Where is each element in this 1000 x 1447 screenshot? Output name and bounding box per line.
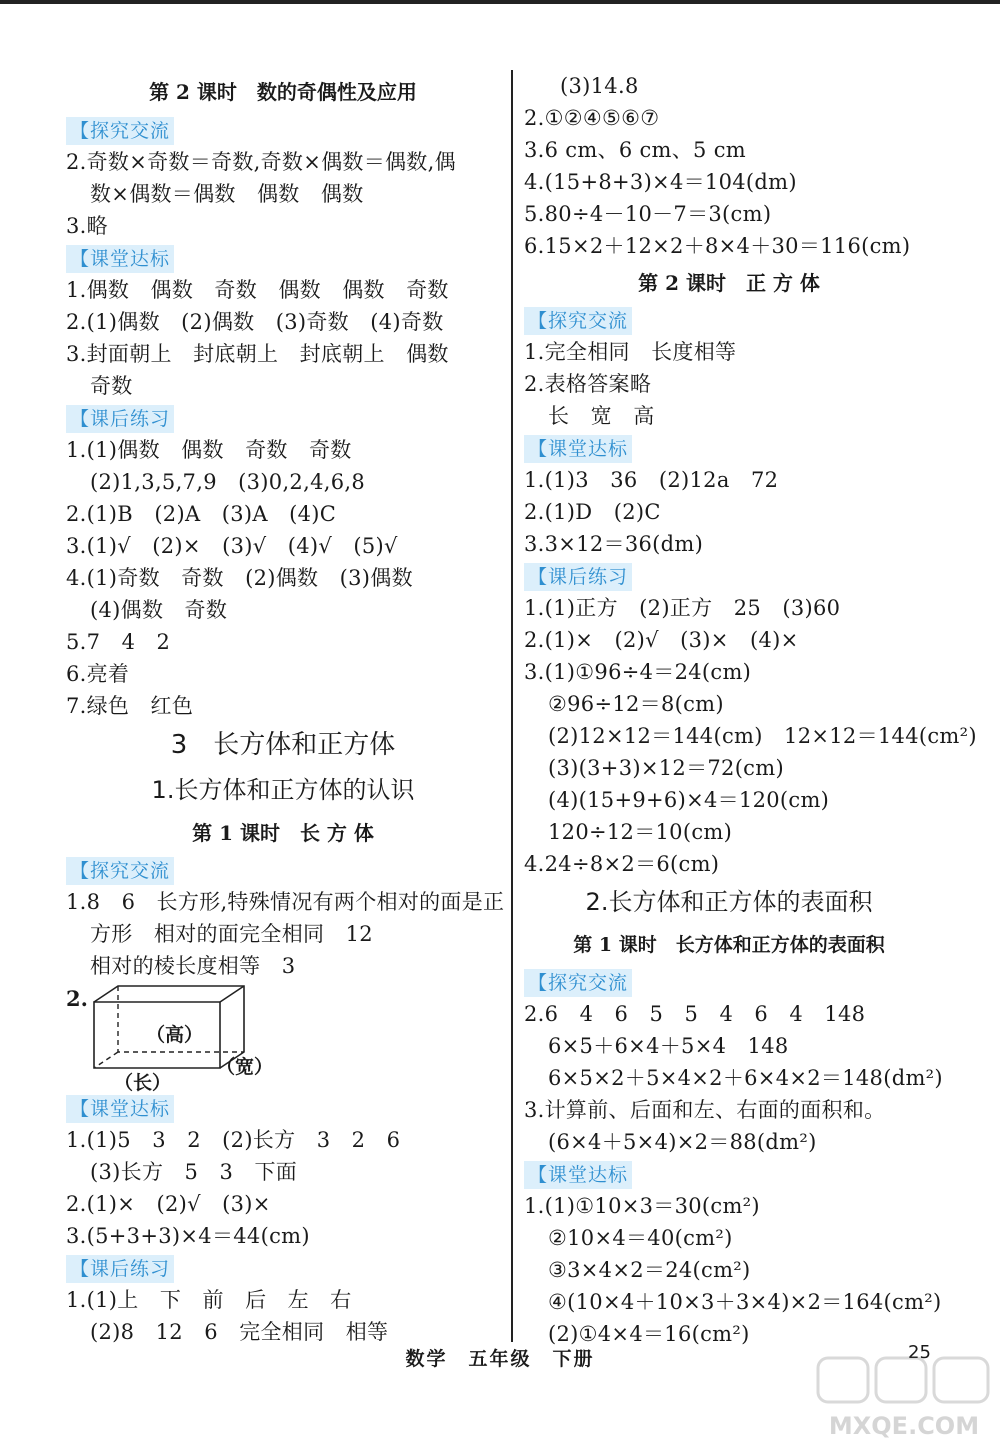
section-tag-explore: 【探究交流 — [66, 857, 174, 885]
svg-text:MXQE.COM: MXQE.COM — [828, 1412, 980, 1440]
answer-line: 1.(1)①10×3＝30(cm²) — [524, 1194, 760, 1218]
lesson-title: 第 2 课时 数的奇偶性及应用 — [149, 80, 417, 104]
lesson-title: 第 1 课时 长方体和正方体的表面积 — [573, 934, 885, 956]
section-tag-explore: 【探究交流 — [524, 969, 632, 997]
answer-line: 数×偶数＝偶数 偶数 偶数 — [90, 182, 364, 206]
answer-line: 1.(1)偶数 偶数 奇数 奇数 — [66, 438, 352, 462]
section-tag-class: 【课堂达标 — [524, 435, 632, 463]
answer-line: 方形 相对的面完全相同 12 — [90, 922, 373, 946]
answer-line: 3.封面朝上 封底朝上 封底朝上 偶数 — [66, 342, 449, 366]
section-title: 2.长方体和正方体的表面积 — [585, 888, 873, 916]
answer-line: 7.绿色 红色 — [66, 694, 194, 718]
answer-line: 5.80÷4－10－7＝3(cm) — [524, 202, 772, 226]
answer-line: (6×4＋5×4)×2＝88(dm²) — [548, 1130, 817, 1154]
answer-line: 长 宽 高 — [548, 404, 655, 428]
answer-line: 2.(1)× (2)√ (3)× — [66, 1192, 271, 1216]
answer-line: 3.3×12＝36(dm) — [524, 532, 704, 556]
answer-line: (2)12×12＝144(cm) 12×12＝144(cm²) — [548, 724, 977, 748]
page-number: 25 — [908, 1342, 931, 1363]
column-divider — [511, 70, 513, 1342]
answer-line: 3.计算前、后面和左、右面的面积和。 — [524, 1098, 886, 1122]
answer-line: 2.(1)× (2)√ (3)× (4)× — [524, 628, 799, 652]
answer-line: 2.①②④⑤⑥⑦ — [524, 106, 660, 130]
answer-line: (2)①4×4＝16(cm²) — [548, 1322, 750, 1346]
page-footer: 数学 五年级 下册 — [405, 1348, 595, 1370]
answer-line: (2)1,3,5,7,9 (3)0,2,4,6,8 — [90, 470, 366, 494]
answer-line: 2.表格答案略 — [524, 372, 652, 396]
section-tag-class: 【课堂达标 — [524, 1161, 632, 1189]
answer-line: (3)(3+3)×12＝72(cm) — [548, 756, 784, 780]
height-label: （高） — [146, 1024, 204, 1046]
section-tag-class: 【课堂达标 — [66, 1095, 174, 1123]
answer-line: 1.完全相同 长度相等 — [524, 340, 737, 364]
answer-line: 120÷12＝10(cm) — [548, 820, 733, 844]
cuboid-figure — [66, 982, 500, 1092]
answer-line: ④(10×4＋10×3＋3×4)×2＝164(cm²) — [548, 1290, 942, 1314]
answer-line: 2.(1)B (2)A (3)A (4)C — [66, 502, 337, 526]
answer-line: 1.(1)5 3 2 (2)长方 3 2 6 — [66, 1128, 401, 1152]
watermark-logo — [812, 1352, 996, 1444]
answer-line: 3.(1)√ (2)× (3)√ (4)√ (5)√ — [66, 534, 398, 558]
answer-line: 5.7 4 2 — [66, 630, 171, 654]
answer-line: ②96÷12＝8(cm) — [548, 692, 724, 716]
left-column — [66, 70, 505, 1348]
answer-line: 1.偶数 偶数 奇数 偶数 偶数 奇数 — [66, 278, 449, 302]
section-tag-class: 【课堂达标 — [66, 245, 174, 273]
answer-line: (4)偶数 奇数 — [90, 598, 228, 622]
answer-line: 1.(1)正方 (2)正方 25 (3)60 — [524, 596, 841, 620]
answer-line: ③3×4×2＝24(cm²) — [548, 1258, 751, 1282]
answer-line: ②10×4＝40(cm²) — [548, 1226, 733, 1250]
chapter-title: 3 长方体和正方体 — [170, 730, 396, 760]
answer-line: 相对的棱长度相等 3 — [90, 954, 296, 978]
answer-line: 3.(1)①96÷4＝24(cm) — [524, 660, 752, 684]
right-column — [524, 70, 977, 1350]
answer-line: 1.(1)上 下 前 后 左 右 — [66, 1288, 352, 1312]
answer-line: 4.(15+8+3)×4＝104(dm) — [524, 170, 797, 194]
answer-line: 1.8 6 长方形,特殊情况有两个相对的面是正 — [66, 890, 505, 914]
lesson-title: 第 2 课时 正 方 体 — [638, 271, 820, 295]
answer-line: (3)长方 5 3 下面 — [90, 1160, 298, 1184]
answer-line: 2.(1)D (2)C — [524, 500, 661, 524]
answer-line: (2)8 12 6 完全相同 相等 — [90, 1320, 389, 1344]
length-label: （长） — [114, 1072, 172, 1094]
answer-line: 4.(1)奇数 奇数 (2)偶数 (3)偶数 — [66, 566, 413, 590]
section-title: 1.长方体和正方体的认识 — [151, 776, 415, 804]
section-tag-explore: 【探究交流 — [66, 117, 174, 145]
answer-line: 2.(1)偶数 (2)偶数 (3)奇数 (4)奇数 — [66, 310, 444, 334]
answer-line: 6×5×2＋5×4×2＋6×4×2＝148(dm²) — [548, 1066, 943, 1090]
answer-line: 4.24÷8×2＝6(cm) — [524, 852, 720, 876]
answer-line: 3.略 — [66, 214, 108, 238]
answer-number: 2. — [66, 986, 88, 1011]
section-tag-after: 【课后练习 — [66, 405, 174, 433]
answer-line: 1.(1)3 36 (2)12a 72 — [524, 468, 779, 492]
section-tag-after: 【课后练习 — [524, 563, 632, 591]
answer-line: (3)14.8 — [560, 74, 639, 98]
answer-line: 2.6 4 6 5 5 4 6 4 148 — [524, 1002, 866, 1026]
answer-line: 6×5＋6×4＋5×4 148 — [548, 1034, 789, 1058]
answer-line: 奇数 — [90, 374, 133, 398]
answer-line: 2.奇数×奇数＝奇数,奇数×偶数＝偶数,偶 — [66, 150, 456, 174]
section-tag-explore: 【探究交流 — [524, 307, 632, 335]
lesson-title: 第 1 课时 长 方 体 — [192, 821, 374, 845]
top-rule — [0, 0, 1000, 4]
answer-line: 3.(5+3+3)×4＝44(cm) — [66, 1224, 310, 1248]
answer-line: 3.6 cm、6 cm、5 cm — [524, 138, 746, 162]
section-tag-after: 【课后练习 — [66, 1255, 174, 1283]
answer-line: 6.亮着 — [66, 662, 130, 686]
answer-line: (4)(15+9+6)×4＝120(cm) — [548, 788, 830, 812]
answer-line: 6.15×2＋12×2＋8×4＋30＝116(cm) — [524, 234, 911, 258]
width-label: （宽） — [216, 1056, 274, 1078]
